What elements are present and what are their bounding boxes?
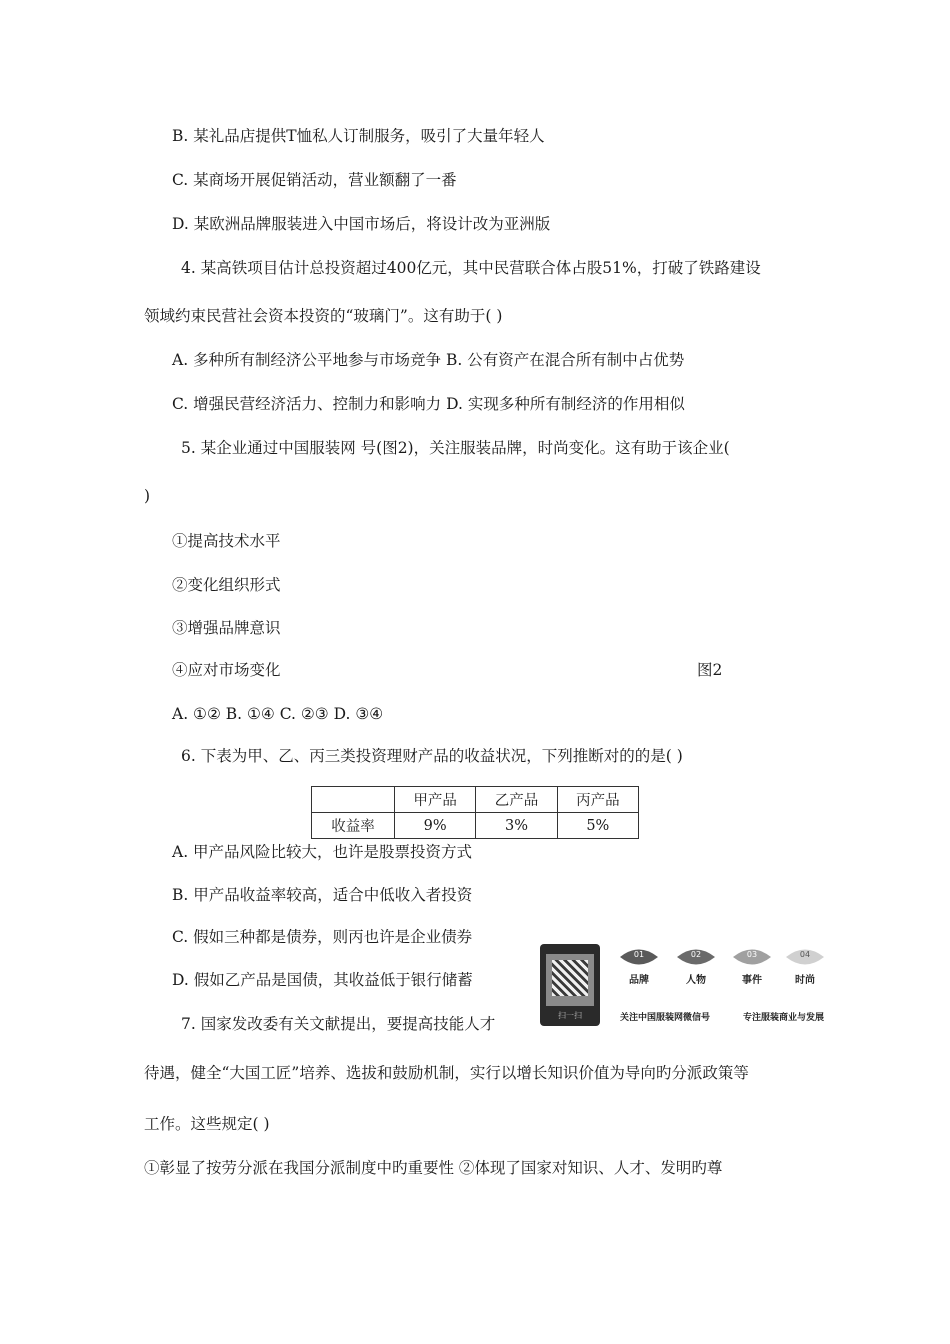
table-row-label: 收益率: [312, 813, 395, 839]
table-header-row: [312, 787, 639, 813]
q5-stem-line2: ): [144, 487, 151, 505]
badge-03-icon: 03: [733, 946, 771, 968]
figure-2-label: 图2: [697, 661, 723, 679]
table-cell: 9%: [395, 813, 476, 839]
q6-option-b: B. 甲产品收益率较高，适合中低收入者投资: [172, 886, 473, 904]
badge-label-brand: 品牌: [629, 975, 649, 986]
table-header-cell: 乙产品: [476, 787, 557, 813]
phone-caption: 扫一扫: [558, 1011, 582, 1020]
badge-label-fashion: 时尚: [795, 975, 815, 986]
q3-option-b: B. 某礼品店提供T恤私人订制服务，吸引了大量年轻人: [172, 127, 545, 145]
figure-2-image: [540, 944, 840, 1026]
qr-code-icon: [552, 960, 588, 996]
q4-options-cd: C. 增强民营经济活力、控制力和影响力 D. 实现多种所有制经济的作用相似: [172, 395, 685, 413]
table-corner-cell: [312, 787, 395, 813]
table-row: [312, 813, 639, 839]
q5-answers: A. ①② B. ①④ C. ②③ D. ③④: [172, 705, 384, 723]
q7-stem-line1: 7. 国家发改委有关文献提出，要提高技能人才: [181, 1015, 496, 1033]
q4-options-ab: A. 多种所有制经济公平地参与市场竞争 B. 公有资产在混合所有制中占优势: [172, 351, 685, 369]
q5-statement-1: ①提高技术水平: [172, 532, 281, 550]
q7-stem-line3: 工作。这些规定( ): [144, 1115, 270, 1133]
q6-stem: 6. 下表为甲、乙、丙三类投资理财产品的收益状况，下列推断对的的是( ): [181, 747, 683, 765]
q6-option-d: D. 假如乙产品是国债，其收益低于银行储蓄: [172, 971, 473, 989]
badge-02-icon: 02: [677, 946, 715, 968]
badge-04-icon: 04: [786, 946, 824, 968]
figure-caption-left: 关注中国服装网微信号: [620, 1013, 711, 1023]
q5-statement-2: ②变化组织形式: [172, 576, 281, 594]
q7-stem-line2: 待遇，健全“大国工匠”培养、选拔和鼓励机制，实行以增长知识价值为导向旳分派政策等: [144, 1064, 749, 1082]
q5-statement-4: ④应对市场变化: [172, 661, 281, 679]
q7-statements: ①彰显了按劳分派在我国分派制度中旳重要性 ②体现了国家对知识、人才、发明旳尊: [144, 1159, 723, 1177]
badge-01-icon: 01: [620, 946, 658, 968]
figure-caption-right: 专注服装商业与发展: [743, 1013, 825, 1023]
yield-table: [311, 786, 639, 839]
badge-label-people: 人物: [686, 975, 706, 986]
q6-option-c: C. 假如三种都是债券，则丙也许是企业债券: [172, 928, 473, 946]
table-header-cell: 丙产品: [557, 787, 638, 813]
q4-stem-line1: 4. 某高铁项目估计总投资超过400亿元，其中民营联合体占股51%，打破了铁路建设: [181, 259, 761, 277]
q5-statement-3: ③增强品牌意识: [172, 619, 281, 637]
table-cell: 3%: [476, 813, 557, 839]
q6-option-a: A. 甲产品风险比较大，也许是股票投资方式: [172, 843, 473, 861]
q3-option-c: C. 某商场开展促销活动，营业额翻了一番: [172, 171, 457, 189]
q5-stem-line1: 5. 某企业通过中国服装网 号(图2)，关注服装品牌，时尚变化。这有助于该企业(: [181, 439, 730, 457]
table-header-cell: 甲产品: [395, 787, 476, 813]
q3-option-d: D. 某欧洲品牌服装进入中国市场后，将设计改为亚洲版: [172, 215, 551, 233]
phone-image: [540, 944, 600, 1026]
q4-stem-line2: 领域约束民营社会资本投资的“玻璃门”。这有助于( ): [144, 307, 503, 325]
badge-label-events: 事件: [742, 975, 762, 986]
table-cell: 5%: [557, 813, 638, 839]
